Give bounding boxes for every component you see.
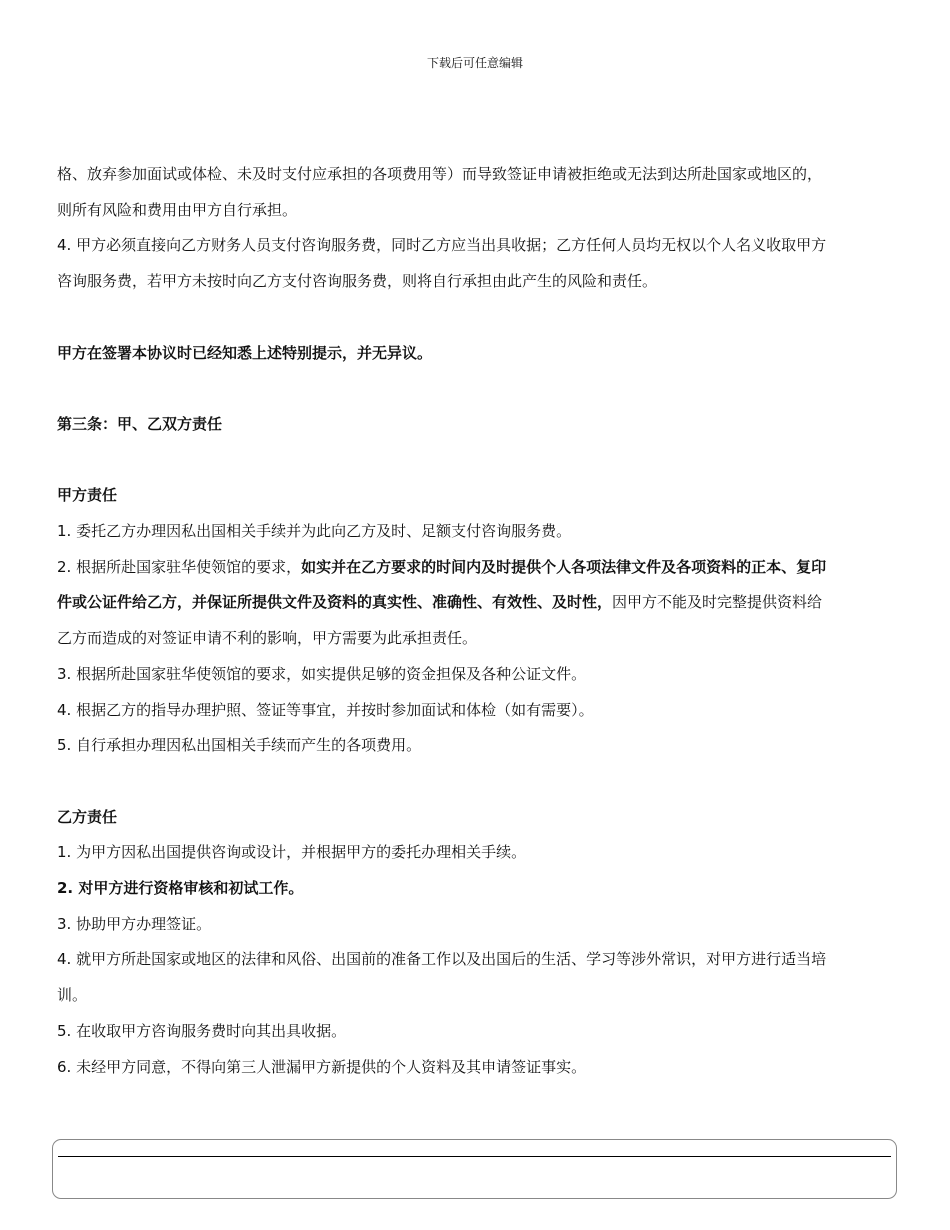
party-a-item-2-plain-cont: 因甲方不能及时完整提供资料给 [612,593,823,612]
party-b-item-2: 2. 对甲方进行资格审核和初试工作。 [57,879,304,897]
party-a-item-2-plain: 2. 根据所赴国家驻华使领馆的要求， [57,557,302,576]
intro-item4-line-1: 4. 甲方必须直接向乙方财务人员支付咨询服务费，同时乙方应当出具收据；乙方任何人员均无权以个人名义收取甲方 [57,236,827,255]
party-b-item-3: 3. 协助甲方办理签证。 [57,914,212,933]
intro-line-1: 格、放弃参加面试或体检、未及时支付应承担的各项费用等）而导致签证申请被拒绝或无法到达所赴国家或地区的， [57,165,823,183]
spacer [57,764,893,800]
party-b-item-4-line-1: 4. 就甲方所赴国家或地区的法律和风俗、出国前的准备工作以及出国后的生活、学习等涉外常识，对甲方进行适当培 [57,950,827,969]
footer-frame [52,1139,897,1199]
party-a-item-5: 5. 自行承担办理因私出国相关手续而产生的各项费用。 [57,736,422,755]
spacer [57,300,893,336]
party-b-heading: 乙方责任 [57,807,118,826]
spacer [57,443,893,479]
party-a-item-1: 1. 委托乙方办理因私出国相关手续并为此向乙方及时、足额支付咨询服务费。 [57,521,572,540]
acknowledgement-statement: 甲方在签署本协议时已经知悉上述特别提示，并无异议。 [57,343,433,362]
document-body [57,157,893,1085]
footer-rule [58,1156,891,1157]
party-a-item-2-line-2 [57,585,893,621]
party-a-item-2-line-1 [57,550,893,586]
intro-item4-line-2: 咨询服务费，若甲方未按时向乙方支付咨询服务费，则将自行承担由此产生的风险和责任。 [57,272,658,291]
spacer [57,371,893,407]
party-b-item-5: 5. 在收取甲方咨询服务费时向其出具收据。 [57,1021,347,1040]
party-b-item-1: 1. 为甲方因私出国提供咨询或设计，并根据甲方的委托办理相关手续。 [57,843,527,862]
download-editable-note: 下载后可任意编辑 [426,56,523,70]
party-b-item-4-line-2: 训。 [57,986,88,1005]
party-a-item-3: 3. 根据所赴国家驻华使领馆的要求，如实提供足够的资金担保及各种公证文件。 [57,664,587,683]
party-a-item-4: 4. 根据乙方的指导办理护照、签证等事宜，并按时参加面试和体检（如有需要）。 [57,700,594,719]
party-b-item-6: 6. 未经甲方同意，不得向第三人泄漏甲方新提供的个人资料及其申请签证事实。 [57,1057,587,1076]
party-a-heading: 甲方责任 [57,486,118,505]
party-a-item-2-bold-cont: 件或公证件给乙方，并保证所提供文件及资料的真实性、准确性、有效性、及时性， [57,593,613,612]
party-a-item-2-bold: 如实并在乙方要求的时间内及时提供个人各项法律文件及各项资料的正本、复印 [301,557,827,576]
intro-line-2: 则所有风险和费用由甲方自行承担。 [57,200,298,219]
article3-title: 第三条：甲、乙双方责任 [57,414,223,433]
party-a-item-2-line-3: 乙方而造成的对签证申请不利的影响，甲方需要为此承担责任。 [57,629,478,648]
